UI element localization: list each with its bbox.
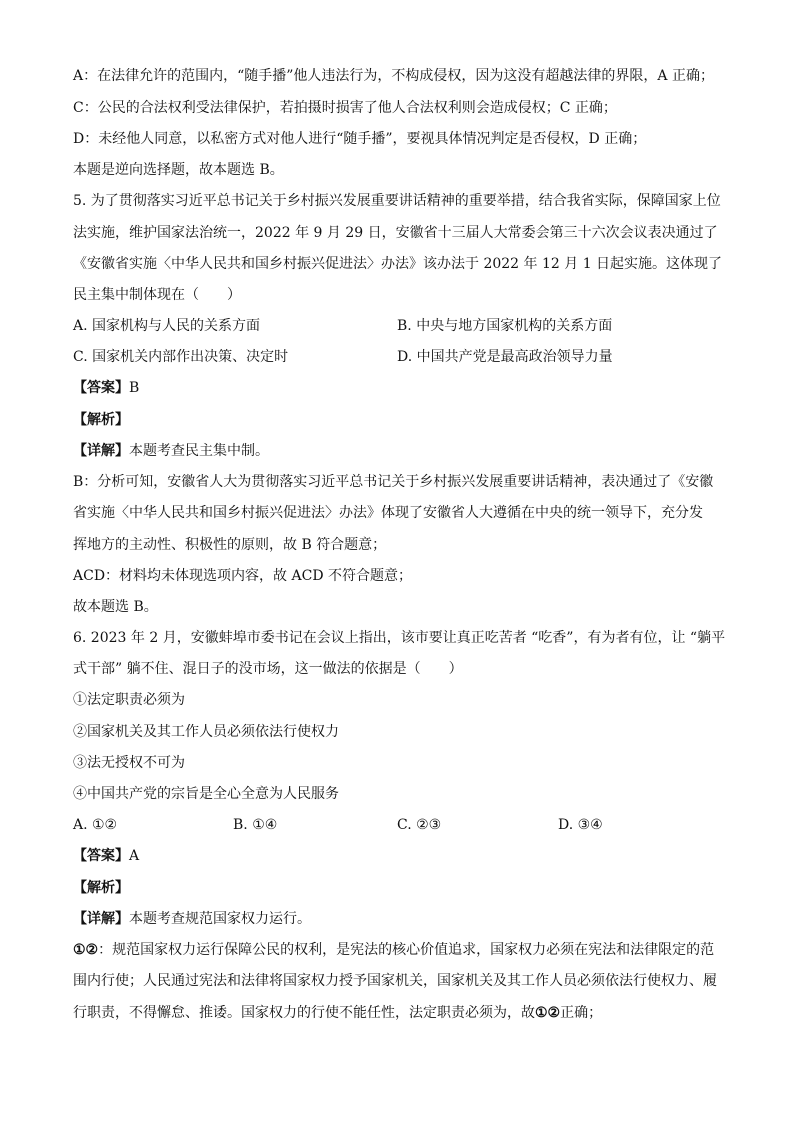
detail-tag: 【详解】 <box>73 443 129 459</box>
answer-value: B <box>129 380 140 396</box>
option-marker: ①② <box>535 1005 561 1021</box>
question-6-explanation-12 <box>73 940 734 960</box>
detail-tag: 【详解】 <box>73 911 129 927</box>
question-5-stem: 法实施，维护国家法治统一，2022 年 9 月 29 日，安徽省十三届人大常委会第三十六次会议表决通过了 <box>73 225 718 241</box>
question-5-answer <box>73 378 734 398</box>
question-5-stem: 民主集中制体现在（ ） <box>73 287 241 303</box>
question-6-item-2: ②国家机关及其工作人员必须依法行使权力 <box>73 724 339 740</box>
question-6-detail <box>73 909 734 929</box>
question-5-detail <box>73 441 734 461</box>
question-6-item-4: ④中国共产党的宗旨是全心全意为人民服务 <box>73 786 339 802</box>
question-5-explanation-b: B：分析可知，安徽省人大为贯彻落实习近平总书记关于乡村振兴发展重要讲话精神，表决通过了《安徽 <box>73 474 714 490</box>
question-5-explanation-b: 省实施〈中华人民共和国乡村振兴促进法〉办法》体现了安徽省人大遵循在中央的统一领导下，充分发 <box>73 505 703 521</box>
detail-text: 本题考查民主集中制。 <box>129 443 269 459</box>
question-6-analysis-heading <box>73 878 734 898</box>
question-5-analysis-heading <box>73 410 734 430</box>
question-5-option-d: D. 中国共产党是最高政治领导力量 <box>397 349 613 365</box>
question-5-stem: 5. 为了贯彻落实习近平总书记关于乡村振兴发展重要讲话精神的重要举措，结合我省实际，保障国家上位 <box>73 193 721 209</box>
answer-tag: 【答案】 <box>73 848 129 864</box>
option-marker: ①② <box>73 942 99 958</box>
explanation-text: ：规范国家权力运行保障公民的权利，是宪法的核心价值追求，国家权力必须在宪法和法律限定的范 <box>98 942 715 958</box>
question-5-option-b: B. 中央与地方国家机构的关系方面 <box>397 318 613 334</box>
explanation-option-d: D：未经他人同意，以私密方式对他人进行“随手播”，要视具体情况判定是否侵权，D 正确； <box>73 131 647 147</box>
question-4-conclusion: 本题是逆向选择题，故本题选 B。 <box>73 162 284 178</box>
question-6-explanation-12: 围内行使；人民通过宪法和法律将国家权力授予国家机关，国家机关及其工作人员必须依法行使权力、履 <box>73 973 717 989</box>
answer-value: A <box>129 848 140 864</box>
question-5-explanation-acd: ACD：材料均未体现选项内容，故 ACD 不符合题意； <box>73 568 412 584</box>
question-6-option-c: C. ②③ <box>397 817 442 833</box>
analysis-tag: 【解析】 <box>73 880 129 896</box>
question-5-option-a: A. 国家机构与人民的关系方面 <box>73 318 261 334</box>
question-6-item-3: ③法无授权不可为 <box>73 755 185 771</box>
question-6-stem: 式干部” 躺不住、混日子的没市场，这一做法的依据是（ ） <box>73 661 463 677</box>
question-6-answer <box>73 846 734 866</box>
question-5-conclusion: 故本题选 B。 <box>73 599 158 615</box>
question-6-option-d: D. ③④ <box>558 817 603 833</box>
detail-text: 本题考查规范国家权力运行。 <box>129 911 311 927</box>
question-6-explanation-12 <box>73 1003 734 1023</box>
explanation-text: 行职责，不得懈怠、推诿。国家权力的行使不能任性，法定职责必须为，故 <box>73 1005 535 1021</box>
explanation-text: 正确； <box>560 1005 603 1021</box>
question-6-item-1: ①法定职责必须为 <box>73 692 185 708</box>
question-6-stem: 6. 2023 年 2 月，安徽蚌埠市委书记在会议上指出，该市要让真正吃苦者 “吃香”，有为者有位，让 “躺平 <box>73 630 726 646</box>
question-5-stem: 《安徽省实施〈中华人民共和国乡村振兴促进法〉办法》该办法于 2022 年 12 月 1 日起实施。这体现了 <box>73 256 723 272</box>
answer-tag: 【答案】 <box>73 380 129 396</box>
explanation-option-c: C：公民的合法权利受法律保护，若拍摄时损害了他人合法权利则会造成侵权；C 正确； <box>73 100 617 116</box>
explanation-option-a: A：在法律允许的范围内，“随手播”他人违法行为，不构成侵权，因为这没有超越法律的界限，A 正确； <box>73 68 714 84</box>
question-5-option-c: C. 国家机关内部作出决策、决定时 <box>73 349 289 365</box>
question-6-option-b: B. ①④ <box>233 817 278 833</box>
question-5-explanation-b: 挥地方的主动性、积极性的原则，故 B 符合题意； <box>73 537 387 553</box>
analysis-tag: 【解析】 <box>73 412 129 428</box>
question-6-option-a: A. ①② <box>73 817 118 833</box>
